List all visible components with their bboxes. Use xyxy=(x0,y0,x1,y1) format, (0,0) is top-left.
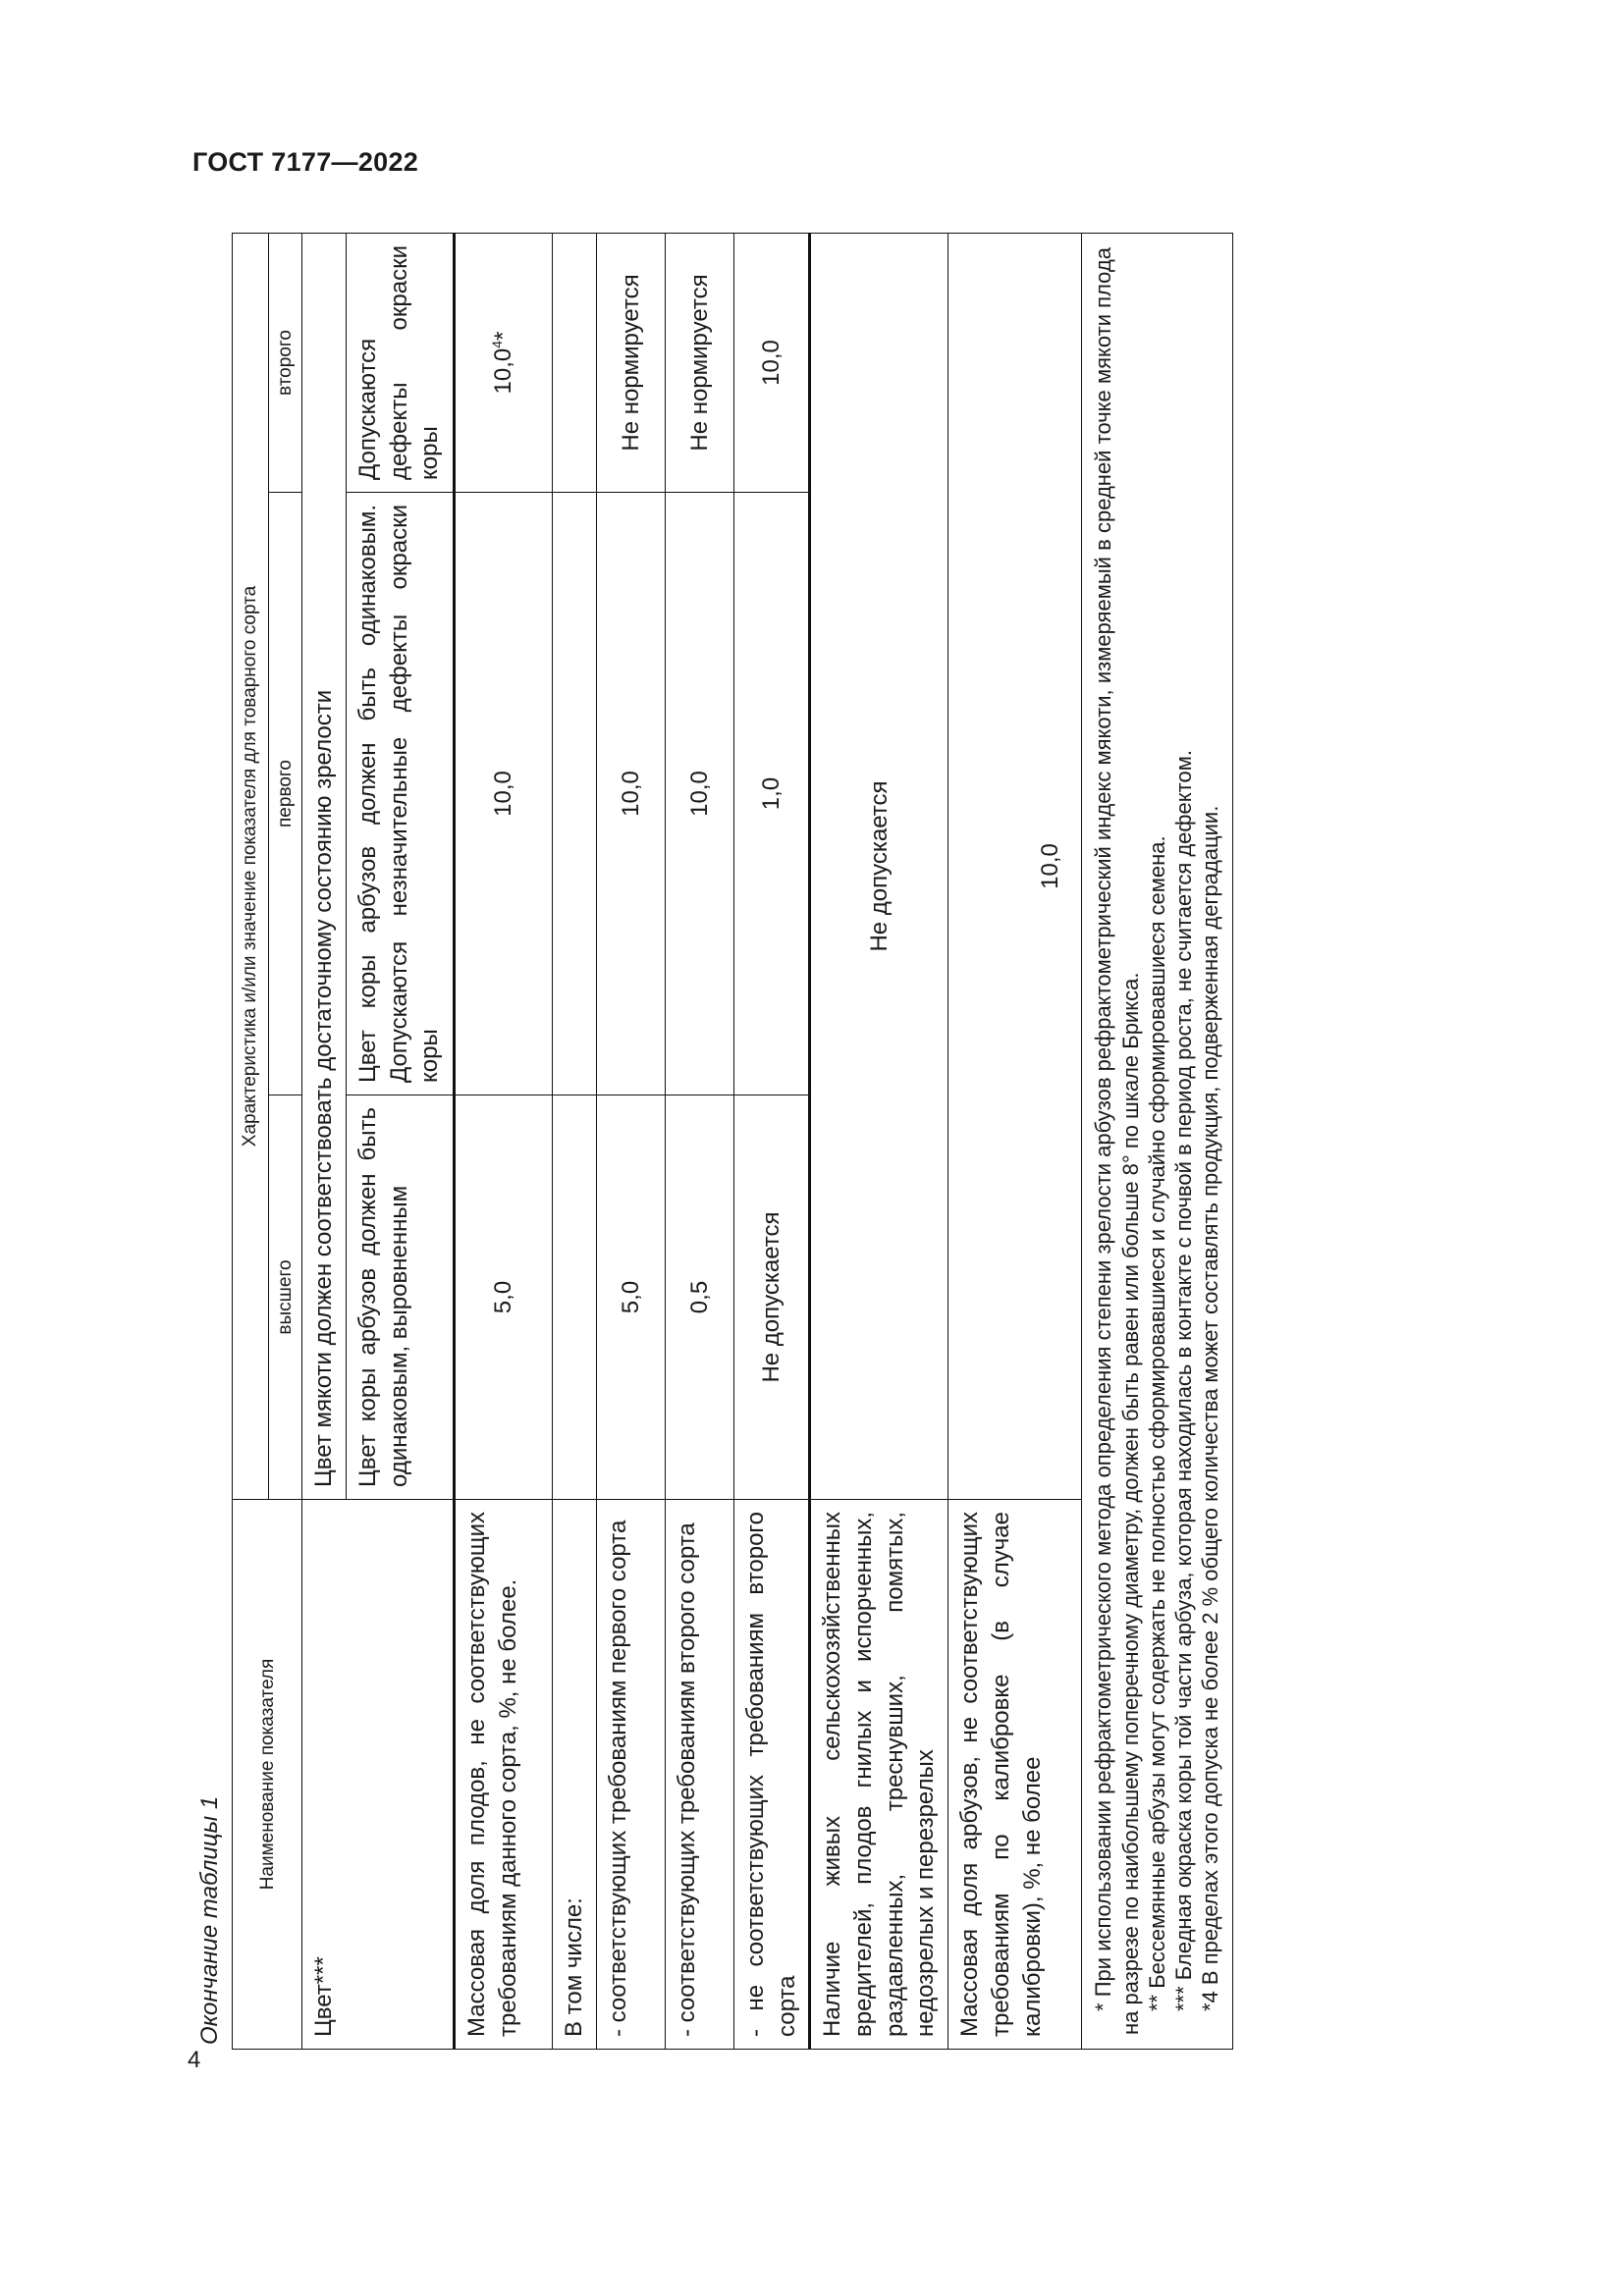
table-row-including xyxy=(553,234,597,2050)
note-4: *4 В пределах этого допуска не более 2 % общего количества может составлять продукция, подверженная деградации. xyxy=(1198,805,1223,2011)
first-grade-second: Не нормируется xyxy=(596,234,665,493)
first-grade-label: - соответствующих требованиям первого сорта xyxy=(596,1500,665,2050)
color-rind-second: Допускаются дефекты окраски коры xyxy=(346,234,454,493)
calibration-label: Массовая доля арбузов, не соответствующих требованиям по калибровке (в случае калибровки), %, не более xyxy=(948,1500,1082,2050)
not-second-grade-first: 1,0 xyxy=(733,493,809,1095)
table-notes xyxy=(1082,234,1233,2050)
col-name-header: Наименование показателя xyxy=(233,1500,302,2050)
not-second-grade-second: 10,0 xyxy=(733,234,809,493)
mass-fraction-label: Массовая доля плодов, не соответствующих требованиям данного сорта, %, не более. xyxy=(454,1500,552,2050)
calibration-value: 10,0 xyxy=(948,234,1082,1500)
first-grade-highest: 5,0 xyxy=(596,1095,665,1500)
page-number: 4 xyxy=(188,2047,201,2073)
table-row-pests xyxy=(810,234,948,2050)
table-row-calibration xyxy=(948,234,1082,2050)
note-1: * При использовании рефрактометрического метода определения степени зрелости арбузов рефрактометрический индекс мякоти, измеряемый в средней точке мякоти плода на разрезе по наибольшему поперечному диаметру, должен быть равен или больше 8° по шкале Брикса. xyxy=(1091,247,1143,2035)
second-grade-first: 10,0 xyxy=(665,493,733,1095)
color-label: Цвет*** xyxy=(302,1500,455,2050)
empty-cell xyxy=(553,493,597,1095)
table-row-mass-fraction xyxy=(454,234,552,2050)
pests-value: Не допускается xyxy=(810,234,948,1500)
color-rind-first: Цвет коры арбузов должен быть одинаковым. Допускаются незначительные дефекты окраски коры xyxy=(346,493,454,1095)
table-row-second-grade xyxy=(665,234,733,2050)
table-row-first-grade xyxy=(596,234,665,2050)
empty-cell xyxy=(553,234,597,493)
mass-fraction-second: 10,0$^4$* xyxy=(454,234,552,493)
table-row-notes xyxy=(1082,234,1233,2050)
second-grade-highest: 0,5 xyxy=(665,1095,733,1500)
quality-table xyxy=(232,233,1233,2050)
table-frame xyxy=(232,234,1233,2050)
table-header-row xyxy=(233,234,269,2050)
grade-group-header: Характеристика и/или значение показателя для товарного сорта xyxy=(233,234,269,1500)
grade-header-highest: высшего xyxy=(269,1095,302,1500)
pests-label: Наличие живых сельскохозяйственных вредителей, плодов гнилых и испорченных, раздавленных, треснувших, помятых, недозрелых и перезрелых xyxy=(810,1500,948,2050)
including-label: В том числе: xyxy=(553,1500,597,2050)
grade-header-second: второго xyxy=(269,234,302,493)
second-grade-second: Не нормируется xyxy=(665,234,733,493)
color-rind-highest: Цвет коры арбузов должен быть одинаковым, выровненным xyxy=(346,1095,454,1500)
first-grade-first: 10,0 xyxy=(596,493,665,1095)
mass-fraction-highest: 5,0 xyxy=(454,1095,552,1500)
rotated-table-area xyxy=(0,234,1237,2050)
document-code: ГОСТ 7177—2022 xyxy=(192,147,419,177)
not-second-grade-label: - не соответствующих требованиям второго сорта xyxy=(733,1500,809,2050)
mass-fraction-first: 10,0 xyxy=(454,493,552,1095)
table-row-color-pulp xyxy=(302,234,347,2050)
second-grade-label: - соответствующих требованиям второго сорта xyxy=(665,1500,733,2050)
table-caption: Окончание таблицы 1 xyxy=(196,1795,223,2045)
note-2: ** Бессемянные арбузы могут содержать не полностью сформировавшиеся и случайно сформировавшиеся семена. xyxy=(1144,835,1169,2011)
table-row-not-second-grade xyxy=(733,234,809,2050)
note-3: *** Бледная окраска коры той части арбуза, которая находилась в контакте с почвой в период роста, не считается дефектом. xyxy=(1171,750,1197,2011)
empty-cell xyxy=(553,1095,597,1500)
not-second-grade-highest: Не допускается xyxy=(733,1095,809,1500)
grade-header-first: первого xyxy=(269,493,302,1095)
color-pulp-text: Цвет мякоти должен соответствовать достаточному состоянию зрелости xyxy=(302,234,347,1500)
